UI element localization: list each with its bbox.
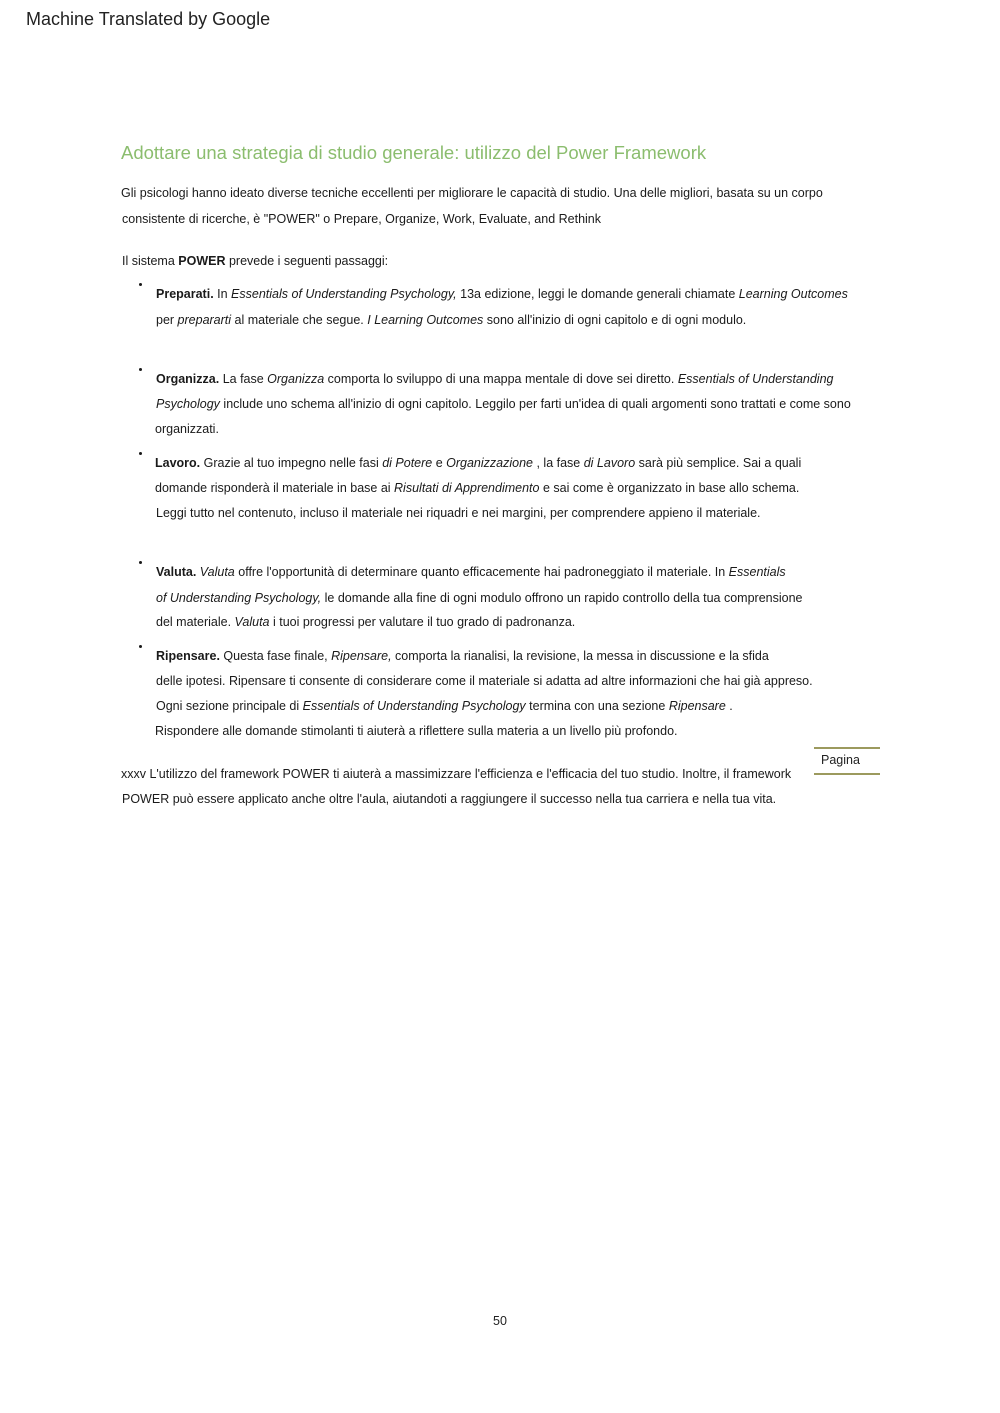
step-lavoro-line-3: Leggi tutto nel contenuto, incluso il materiale nei riquadri e nei margini, per comprendere appieno il materiale. [156,506,761,520]
page-number: 50 [493,1314,507,1328]
step-valuta-line-3: del materiale. Valuta i tuoi progressi per valutare il tuo grado di padronanza. [156,615,576,629]
machine-translation-banner: Machine Translated by Google [26,9,271,29]
bullet-valuta [139,561,142,564]
step-valuta-line-2: of Understanding Psychology, le domande alla fine di ogni modulo offrono un rapido controllo della tua comprensione [156,591,803,605]
step-organizza-line-3: organizzati. [155,422,219,436]
page-tag [814,747,880,775]
step-lavoro-line-1: Lavoro. Grazie al tuo impegno nelle fasi di Potere e Organizzazione , la fase di Lavoro sarà più semplice. Sai a quali [155,456,802,470]
bullet-organizza [139,368,142,371]
section-title: Adottare una strategia di studio generale: utilizzo del Power Framework [121,142,707,163]
bullet-preparati [139,283,142,286]
step-organizza-line-1: Organizza. La fase Organizza comporta lo sviluppo di una mappa mentale di dove sei diretto. Essentials of Understanding [156,372,834,386]
bullet-ripensare [139,645,142,648]
step-preparati-line-2: per prepararti al materiale che segue. I Learning Outcomes sono all'inizio di ogni capitolo e di ogni modulo. [156,313,747,327]
step-lavoro-line-2: domande risponderà il materiale in base ai Risultati di Apprendimento e sai come è organizzato in base allo schema. [155,481,800,495]
step-ripensare-line-4: Rispondere alle domande stimolanti ti aiuterà a riflettere sulla materia a un livello più profondo. [155,724,678,738]
step-preparati-line-1: Preparati. In Essentials of Understanding Psychology, 13a edizione, leggi le domande generali chiamate Learning Outcomes [156,287,848,301]
closing-line-2: POWER può essere applicato anche oltre l'aula, aiutandoti a raggiungere il successo nella tua carriera e nella tua vita. [122,792,777,806]
step-organizza-line-2: Psychology include uno schema all'inizio di ogni capitolo. Leggilo per farti un'idea di quali argomenti sono trattati e come sono [156,397,851,411]
power-system-intro: Il sistema POWER prevede i seguenti passaggi: [122,254,389,268]
closing-line-1: xxxv L'utilizzo del framework POWER ti aiuterà a massimizzare l'efficienza e l'efficacia del tuo studio. Inoltre, il framework [121,767,792,781]
step-ripensare-line-2: delle ipotesi. Ripensare ti consente di considerare come il materiale si adatta ad altre informazioni che hai già appreso. [156,674,813,688]
page-tag-label: Pagina [821,753,860,767]
power-keyword: POWER [178,254,226,268]
step-valuta-line-1: Valuta. Valuta offre l'opportunità di determinare quanto efficacemente hai padroneggiato il materiale. In Essentials [156,565,786,579]
step-ripensare-line-3: Ogni sezione principale di Essentials of Understanding Psychology termina con una sezione Ripensare . [156,699,733,713]
bullet-lavoro [139,452,142,455]
intro-line-1: Gli psicologi hanno ideato diverse tecniche eccellenti per migliorare le capacità di studio. Una delle migliori, basata su un corpo [121,186,823,200]
intro-line-2: consistente di ricerche, è "POWER" o Prepare, Organize, Work, Evaluate, and Rethink [122,212,601,226]
step-ripensare-line-1: Ripensare. Questa fase finale, Ripensare, comporta la rianalisi, la revisione, la messa in discussione e la sfida [156,649,769,663]
